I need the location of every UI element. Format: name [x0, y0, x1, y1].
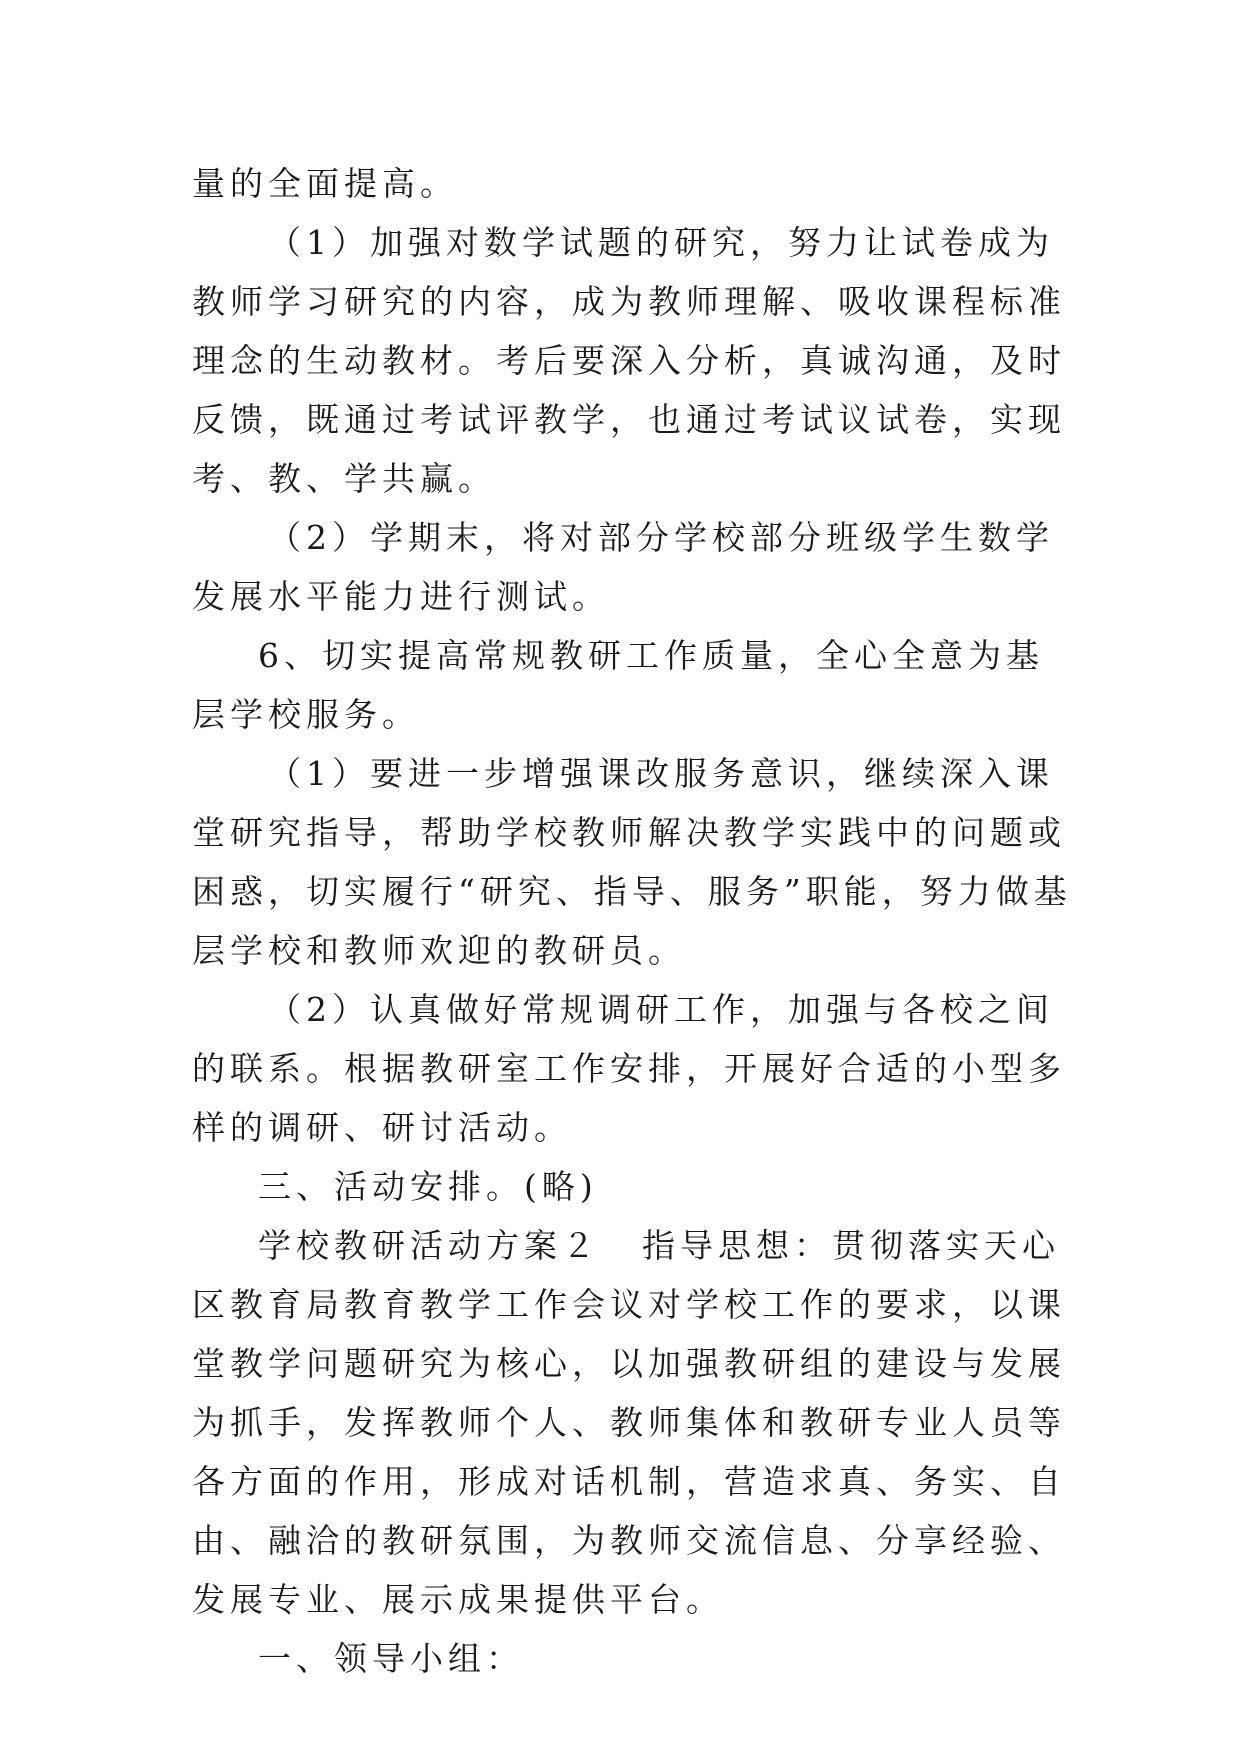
paragraph-item-2-research: （2）认真做好常规调研工作，加强与各校之间的联系。根据教研室工作安排，开展好合适的小型多样的调研、研讨活动。	[192, 990, 1066, 1147]
paragraph-section-1: 一、领导小组：	[258, 1639, 524, 1678]
paragraph-section-3: 三、活动安排。(略)	[258, 1167, 598, 1206]
paragraph-plan-2	[192, 1216, 1072, 1629]
paragraph-section-6: 6、切实提高常规教研工作质量，全心全意为基层学校服务。	[192, 636, 1044, 734]
paragraph-item-2: （2）学期末，将对部分学校部分班级学生数学发展水平能力进行测试。	[192, 518, 1054, 616]
paragraph-item-1-service: （1）要进一步增强课改服务意识，继续深入课堂研究指导，帮助学校教师解决教学实践中的问题或困惑，切实履行“研究、指导、服务”职能，努力做基层学校和教师欢迎的教研员。	[192, 754, 1072, 970]
paragraph-item-1: （1）加强对数学试题的研究，努力让试卷成为教师学习研究的内容，成为教师理解、吸收课程标准理念的生动教材。考后要深入分析，真诚沟通，及时反馈，既通过考试评教学，也通过考试议试卷，实现考、教、学共赢。	[192, 223, 1066, 498]
plan-guiding-thought: 指导思想：贯彻落实天心区教育局教育教学工作会议对学校工作的要求，以课堂教学问题研究为核心，以加强教研组的建设与发展为抓手，发挥教师个人、教师集体和教研专业人员等各方面的作用，形成对话机制，营造求真、务实、自由、融洽的教研氛围，为教师交流信息、分享经验、发展专业、展示成果提供平台。	[192, 1226, 1066, 1619]
document-body	[192, 154, 1072, 1688]
paragraph-continuation: 量的全面提高。	[192, 164, 458, 203]
plan-title: 学校教研活动方案２	[258, 1226, 600, 1265]
